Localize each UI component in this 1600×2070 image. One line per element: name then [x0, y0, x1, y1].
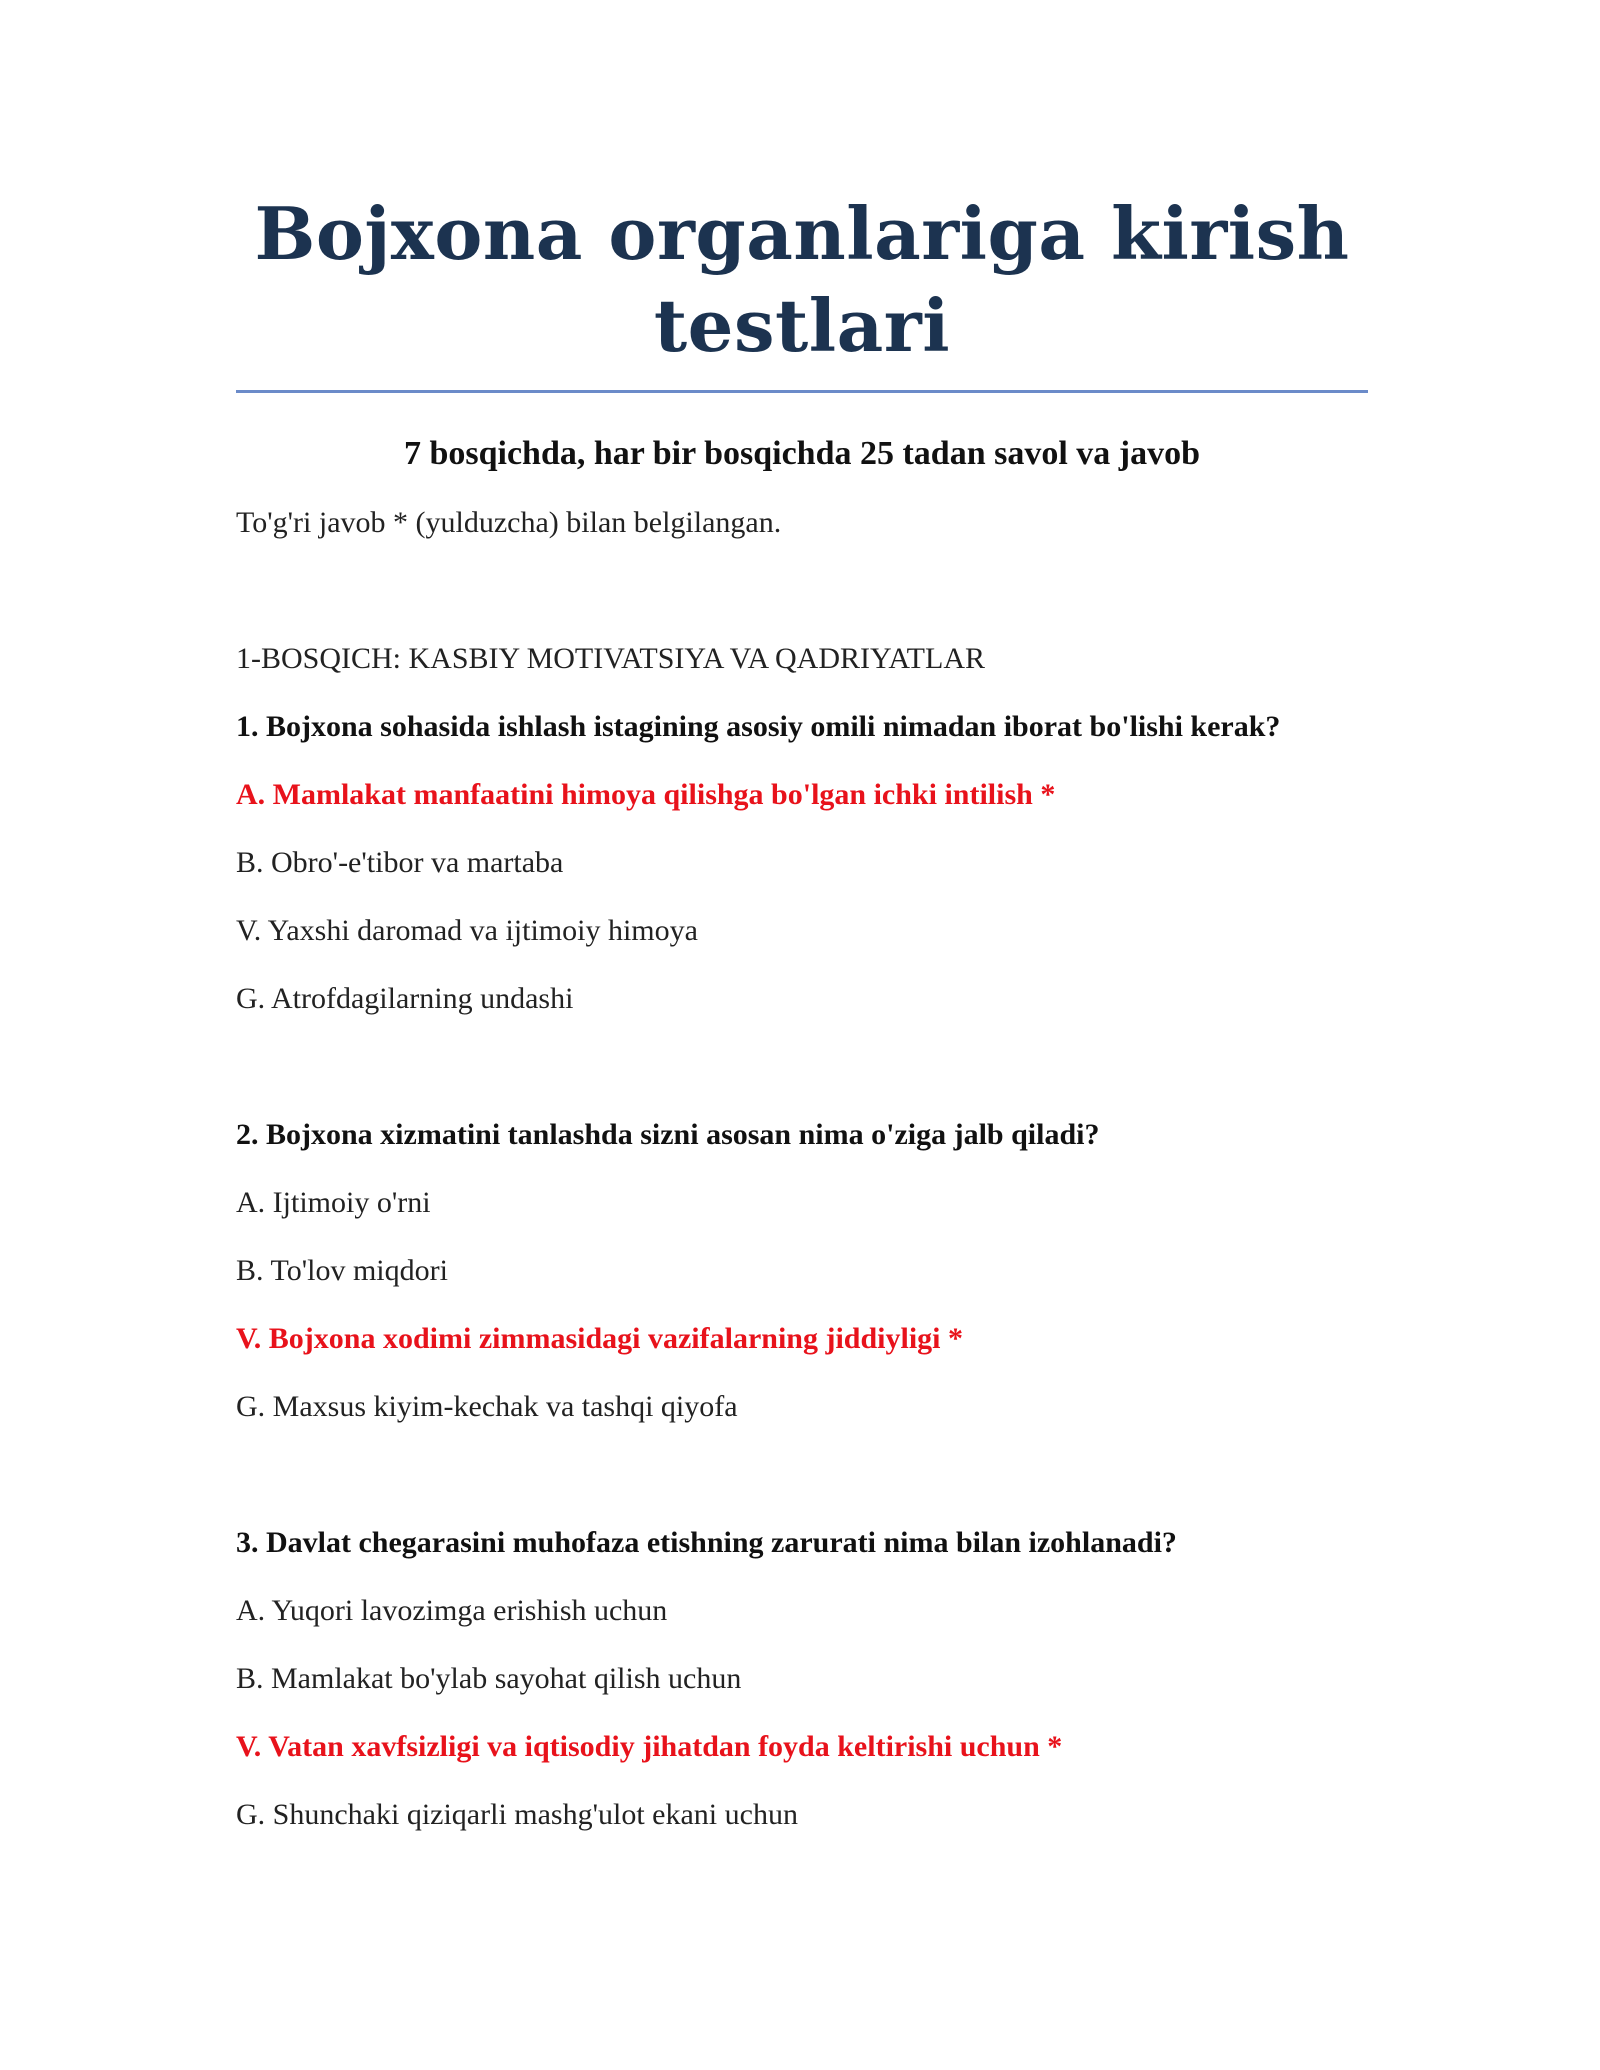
question-text: 3. Davlat chegarasini muhofaza etishning zarurati nima bilan izohlanadi? — [236, 1526, 1177, 1559]
option-g: G. Atrofdagilarning undashi — [236, 982, 574, 1015]
document-page — [236, 0, 1368, 1835]
option-b: B. Mamlakat bo'ylab sayohat qilish uchun — [236, 1662, 742, 1695]
option-a: A. Yuqori lavozimga erishish uchun — [236, 1594, 668, 1627]
option-g: G. Shunchaki qiziqarli mashg'ulot ekani uchun — [236, 1798, 798, 1831]
option-b: B. Obro'-e'tibor va martaba — [236, 846, 564, 879]
document-title: Bojxona organlariga kirish testlari — [254, 191, 1350, 368]
option-b: B. To'lov miqdori — [236, 1254, 448, 1287]
option-v-correct: V. Vatan xavfsizligi va iqtisodiy jihatdan foyda keltirishi uchun * — [236, 1730, 1063, 1763]
question-3 — [236, 1523, 1368, 1835]
option-v-correct: V. Bojxona xodimi zimmasidagi vazifalarning jiddiyligi * — [236, 1322, 964, 1355]
title-divider — [236, 390, 1368, 393]
option-g: G. Maxsus kiyim-kechak va tashqi qiyofa — [236, 1390, 738, 1423]
option-v: V. Yaxshi daromad va ijtimoiy himoya — [236, 914, 698, 947]
section-heading: 1-BOSQICH: KASBIY MOTIVATSIYA VA QADRIYATLAR — [236, 642, 985, 675]
question-1 — [236, 707, 1368, 1019]
option-a-correct: A. Mamlakat manfaatini himoya qilishga bo'lgan ichki intilish * — [236, 778, 1056, 811]
question-text: 2. Bojxona xizmatini tanlashda sizni asosan nima o'ziga jalb qiladi? — [236, 1118, 1100, 1151]
question-text: 1. Bojxona sohasida ishlash istagining asosiy omili nimadan iborat bo'lishi kerak? — [236, 710, 1281, 743]
document-subtitle: 7 bosqichda, har bir bosqichda 25 tadan savol va javob — [403, 435, 1201, 472]
question-2 — [236, 1115, 1368, 1427]
option-a: A. Ijtimoiy o'rni — [236, 1186, 431, 1219]
answer-key-note: To'g'ri javob * (yulduzcha) bilan belgilangan. — [236, 506, 782, 539]
